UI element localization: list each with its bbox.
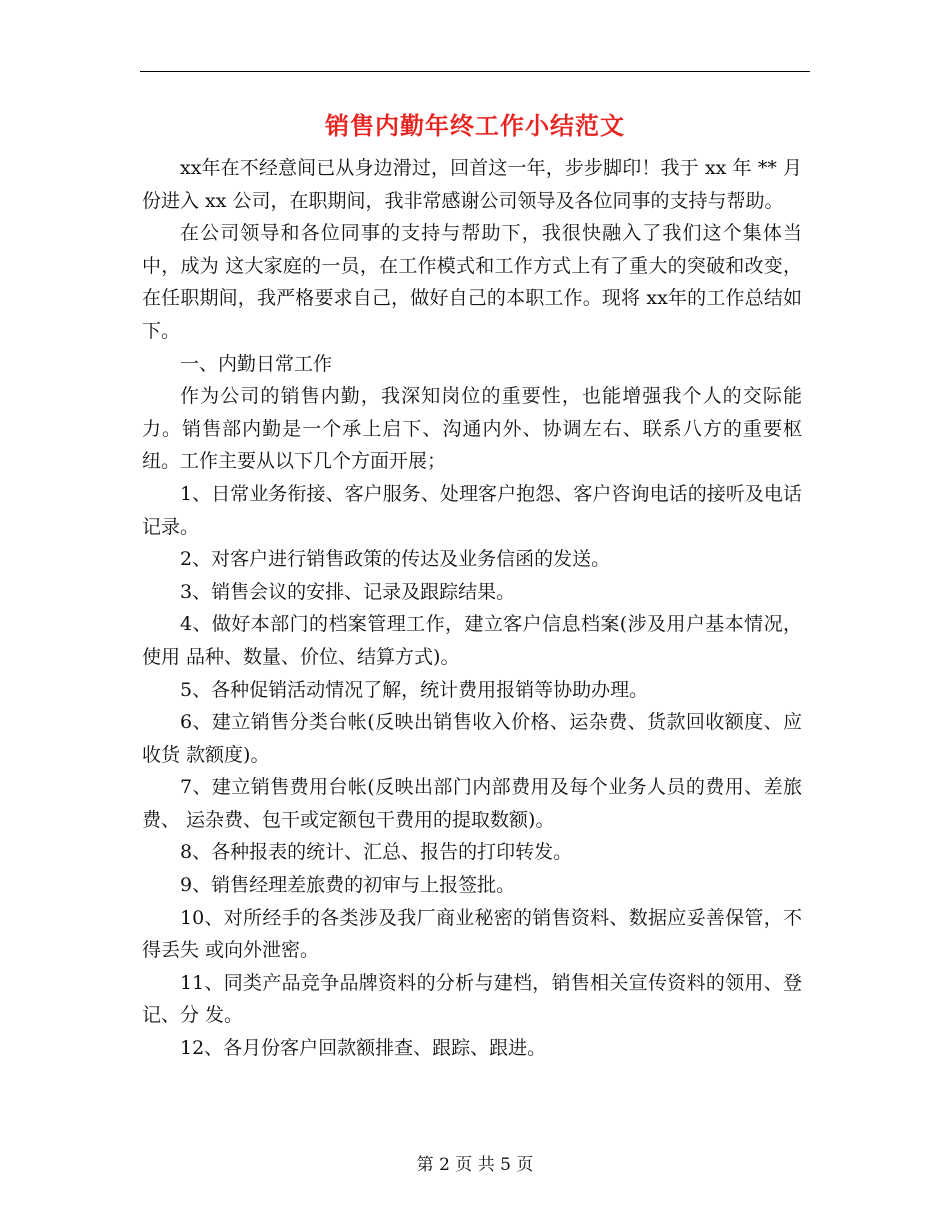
list-item: 3、销售会议的安排、记录及跟踪结果。 (180, 580, 516, 603)
paragraph-intro: xx年在不经意间已从身边滑过，回首这一年，步步脚印！我于 xx 年 ** 月份进入 xx 公司，在职期间，我非常感谢公司领导及各位同事的支持与帮助。 (142, 157, 802, 212)
list-item: 5、各种促销活动情况了解，统计费用报销等协助办理。 (180, 678, 649, 701)
list-item: 6、建立销售分类台帐(反映出销售收入价格、运杂费、货款回收额度、应收货 款额度)。 (142, 711, 802, 766)
page-number-footer: 第 2 页 共 5 页 (416, 1155, 534, 1175)
list-item: 1、日常业务衔接、客户服务、处理客户抱怨、客户咨询电话的接听及电话记录。 (142, 482, 802, 538)
list-item: 2、对客户进行销售政策的传达及业务信函的发送。 (180, 548, 611, 571)
list-item: 8、各种报表的统计、汇总、报告的打印转发。 (180, 841, 573, 864)
list-item: 4、做好本部门的档案管理工作，建立客户信息档案(涉及用户基本情况，使用 品种、数量、价位、结算方式)。 (142, 613, 802, 668)
document-title: 销售内勤年终工作小结范文 (325, 111, 625, 140)
list-item: 9、销售经理差旅费的初审与上报签批。 (180, 874, 516, 897)
header-rule (140, 71, 810, 72)
paragraph-role-overview: 作为公司的销售内勤，我深知岗位的重要性，也能增强我个人的交际能力。销售部内勤是一个承上启下、沟通内外、协调左右、联系八方的重要枢纽。工作主要从以下几个方面开展； (142, 385, 802, 473)
list-item: 7、建立销售费用台帐(反映出部门内部费用及每个业务人员的费用、差旅费、 运杂费、包干或定额包干费用的提取数额)。 (142, 776, 802, 831)
list-item: 10、对所经手的各类涉及我厂商业秘密的销售资料、数据应妥善保管，不得丢失 或向外泄密。 (142, 906, 802, 962)
paragraph-integration: 在公司领导和各位同事的支持与帮助下，我很快融入了我们这个集体当中，成为 这大家庭的一员，在工作模式和工作方式上有了重大的突破和改变，在任职期间，我严格要求自己，做好自己的本职工作。现将 xx年的工作总结如下。 (142, 222, 802, 342)
list-item: 11、同类产品竞争品牌资料的分析与建档，销售相关宣传资料的领用、登记、分 发。 (142, 971, 802, 1027)
list-item: 12、各月份客户回款额排查、跟踪、跟进。 (180, 1037, 547, 1060)
section-heading-daily-work: 一、内勤日常工作 (180, 352, 333, 375)
document-body (142, 152, 802, 1065)
